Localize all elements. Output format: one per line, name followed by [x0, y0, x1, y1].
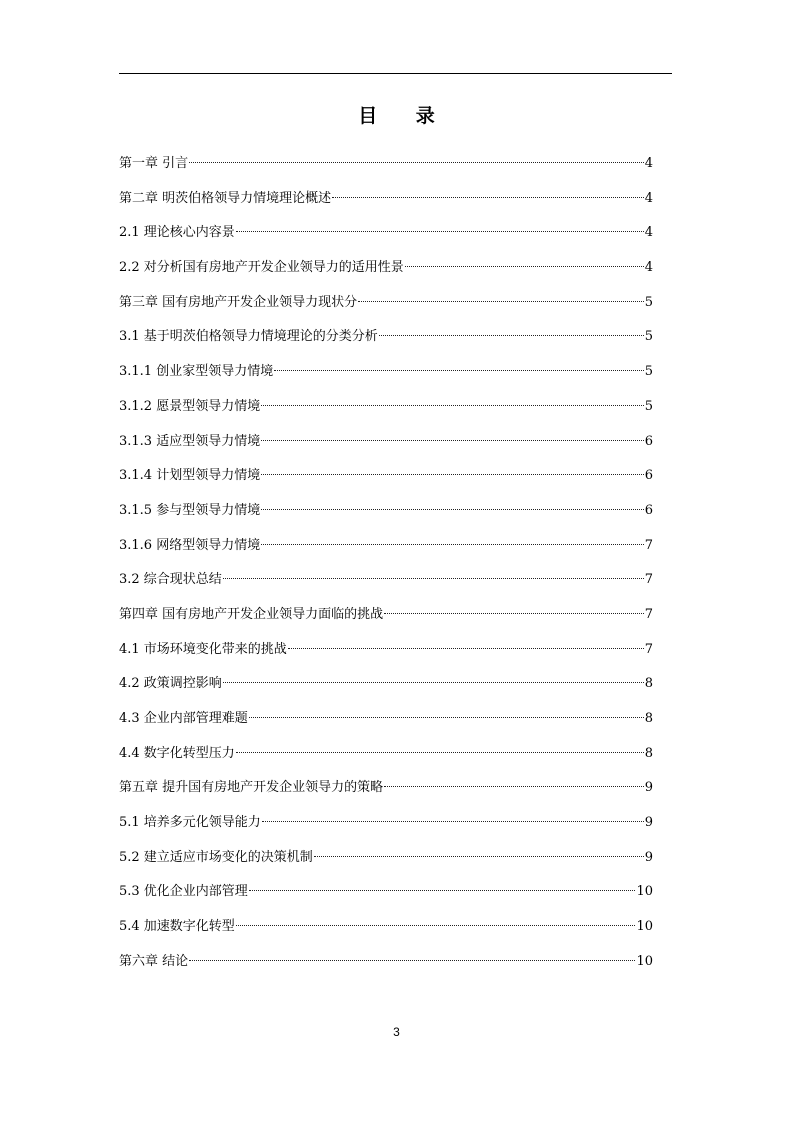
page-title: 目 录 [358, 105, 451, 127]
toc-dot-leader [288, 648, 644, 649]
toc-entry-page: 9 [644, 815, 653, 831]
toc-entry-page: 4 [644, 156, 653, 171]
toc-dot-leader [236, 925, 636, 926]
toc-entry-page: 6 [644, 502, 653, 518]
toc-entry-label: 第二章 明茨伯格领导力情境理论概述 [119, 190, 332, 206]
toc-entry-page: 5 [644, 398, 653, 414]
toc-entry-page: 8 [644, 676, 653, 692]
toc-entry[interactable] [119, 918, 653, 953]
toc-entry[interactable] [119, 849, 653, 884]
toc-dot-leader [236, 752, 644, 753]
toc-entry[interactable] [119, 433, 653, 468]
toc-entry[interactable] [119, 537, 653, 572]
toc-entry-page: 9 [644, 849, 653, 865]
toc-entry[interactable] [119, 328, 653, 363]
toc-entry-label: 3.2 综合现状总结 [119, 572, 222, 588]
toc-entry-page: 5 [644, 329, 653, 345]
toc-entry-label: 3.1.5 参与型领导力情境 [119, 502, 261, 518]
toc-dot-leader [384, 613, 644, 614]
table-of-contents [119, 155, 653, 988]
toc-dot-leader [358, 301, 644, 302]
toc-entry-page: 6 [644, 433, 653, 449]
toc-entry-label: 4.4 数字化转型压力 [119, 745, 235, 761]
toc-entry-label: 4.3 企业内部管理难题 [119, 711, 248, 726]
toc-dot-leader [249, 890, 636, 891]
toc-entry[interactable] [119, 502, 653, 537]
toc-entry[interactable] [119, 190, 653, 225]
toc-entry[interactable] [119, 883, 653, 918]
toc-dot-leader [261, 405, 644, 406]
toc-entry-page: 8 [644, 745, 653, 761]
page-number: 3 [393, 1025, 400, 1039]
toc-entry-page: 4 [644, 260, 653, 276]
toc-entry-page: 9 [644, 780, 653, 796]
toc-entry-label: 第六章 结论 [119, 953, 189, 969]
toc-dot-leader [249, 717, 644, 718]
toc-dot-leader [274, 370, 644, 371]
toc-entry-page: 7 [644, 606, 653, 622]
toc-entry-label: 2.1 理论核心内容景 [119, 225, 235, 241]
toc-entry-label: 5.1 培养多元化领导能力 [119, 815, 261, 831]
toc-entry-label: 4.1 市场环境变化带来的挑战 [119, 641, 287, 657]
toc-entry-page: 10 [636, 919, 653, 935]
toc-dot-leader [261, 509, 644, 510]
toc-dot-leader [236, 231, 644, 232]
toc-dot-leader [379, 335, 644, 336]
toc-entry-label: 3.1.4 计划型领导力情境 [119, 468, 261, 484]
toc-entry-label: 第四章 国有房地产开发企业领导力面临的挑战 [119, 606, 384, 622]
toc-entry-page: 10 [636, 884, 653, 900]
toc-entry-page: 5 [644, 364, 653, 380]
toc-entry-page: 8 [644, 711, 653, 726]
toc-entry-label: 5.2 建立适应市场变化的决策机制 [119, 849, 313, 865]
toc-entry[interactable] [119, 814, 653, 849]
toc-entry[interactable] [119, 155, 653, 190]
toc-entry-label: 3.1 基于明茨伯格领导力情境理论的分类分析 [119, 329, 378, 345]
toc-entry[interactable] [119, 224, 653, 259]
toc-entry-label: 3.1.2 愿景型领导力情境 [119, 398, 261, 414]
toc-dot-leader [189, 960, 635, 961]
toc-entry[interactable] [119, 779, 653, 814]
toc-entry[interactable] [119, 641, 653, 676]
toc-entry-label: 5.4 加速数字化转型 [119, 919, 235, 935]
toc-dot-leader [384, 786, 644, 787]
toc-entry-page: 4 [644, 190, 653, 206]
toc-dot-leader [261, 474, 644, 475]
toc-dot-leader [405, 266, 644, 267]
toc-dot-leader [261, 440, 644, 441]
toc-dot-leader [261, 544, 644, 545]
toc-entry-label: 3.1.6 网络型领导力情境 [119, 537, 261, 553]
toc-entry-page: 7 [644, 572, 653, 588]
toc-entry-label: 第一章 引言 [119, 156, 189, 171]
toc-entry-page: 7 [644, 641, 653, 657]
toc-entry-page: 6 [644, 468, 653, 484]
toc-entry[interactable] [119, 398, 653, 433]
toc-entry[interactable] [119, 363, 653, 398]
toc-entry-label: 3.1.3 适应型领导力情境 [119, 433, 261, 449]
toc-entry[interactable] [119, 710, 653, 745]
toc-entry[interactable] [119, 571, 653, 606]
header-rule [119, 73, 672, 74]
toc-dot-leader [223, 578, 644, 579]
toc-entry[interactable] [119, 953, 653, 988]
toc-entry-label: 5.3 优化企业内部管理 [119, 884, 248, 900]
toc-entry-page: 10 [636, 953, 653, 969]
toc-entry-label: 3.1.1 创业家型领导力情境 [119, 364, 274, 380]
toc-entry[interactable] [119, 259, 653, 294]
toc-entry[interactable] [119, 294, 653, 329]
toc-dot-leader [332, 197, 644, 198]
toc-entry-label: 4.2 政策调控影响 [119, 676, 222, 692]
toc-dot-leader [262, 821, 644, 822]
toc-entry[interactable] [119, 675, 653, 710]
toc-entry-label: 第五章 提升国有房地产开发企业领导力的策略 [119, 780, 384, 796]
toc-entry-page: 5 [644, 294, 653, 310]
toc-entry-label: 2.2 对分析国有房地产开发企业领导力的适用性景 [119, 260, 404, 276]
toc-entry-label: 第三章 国有房地产开发企业领导力现状分 [119, 294, 358, 310]
toc-entry[interactable] [119, 467, 653, 502]
toc-entry[interactable] [119, 745, 653, 780]
toc-entry-page: 7 [644, 537, 653, 553]
toc-dot-leader [314, 856, 644, 857]
toc-dot-leader [189, 162, 644, 163]
toc-entry[interactable] [119, 606, 653, 641]
toc-entry-page: 4 [644, 225, 653, 241]
toc-dot-leader [223, 682, 644, 683]
